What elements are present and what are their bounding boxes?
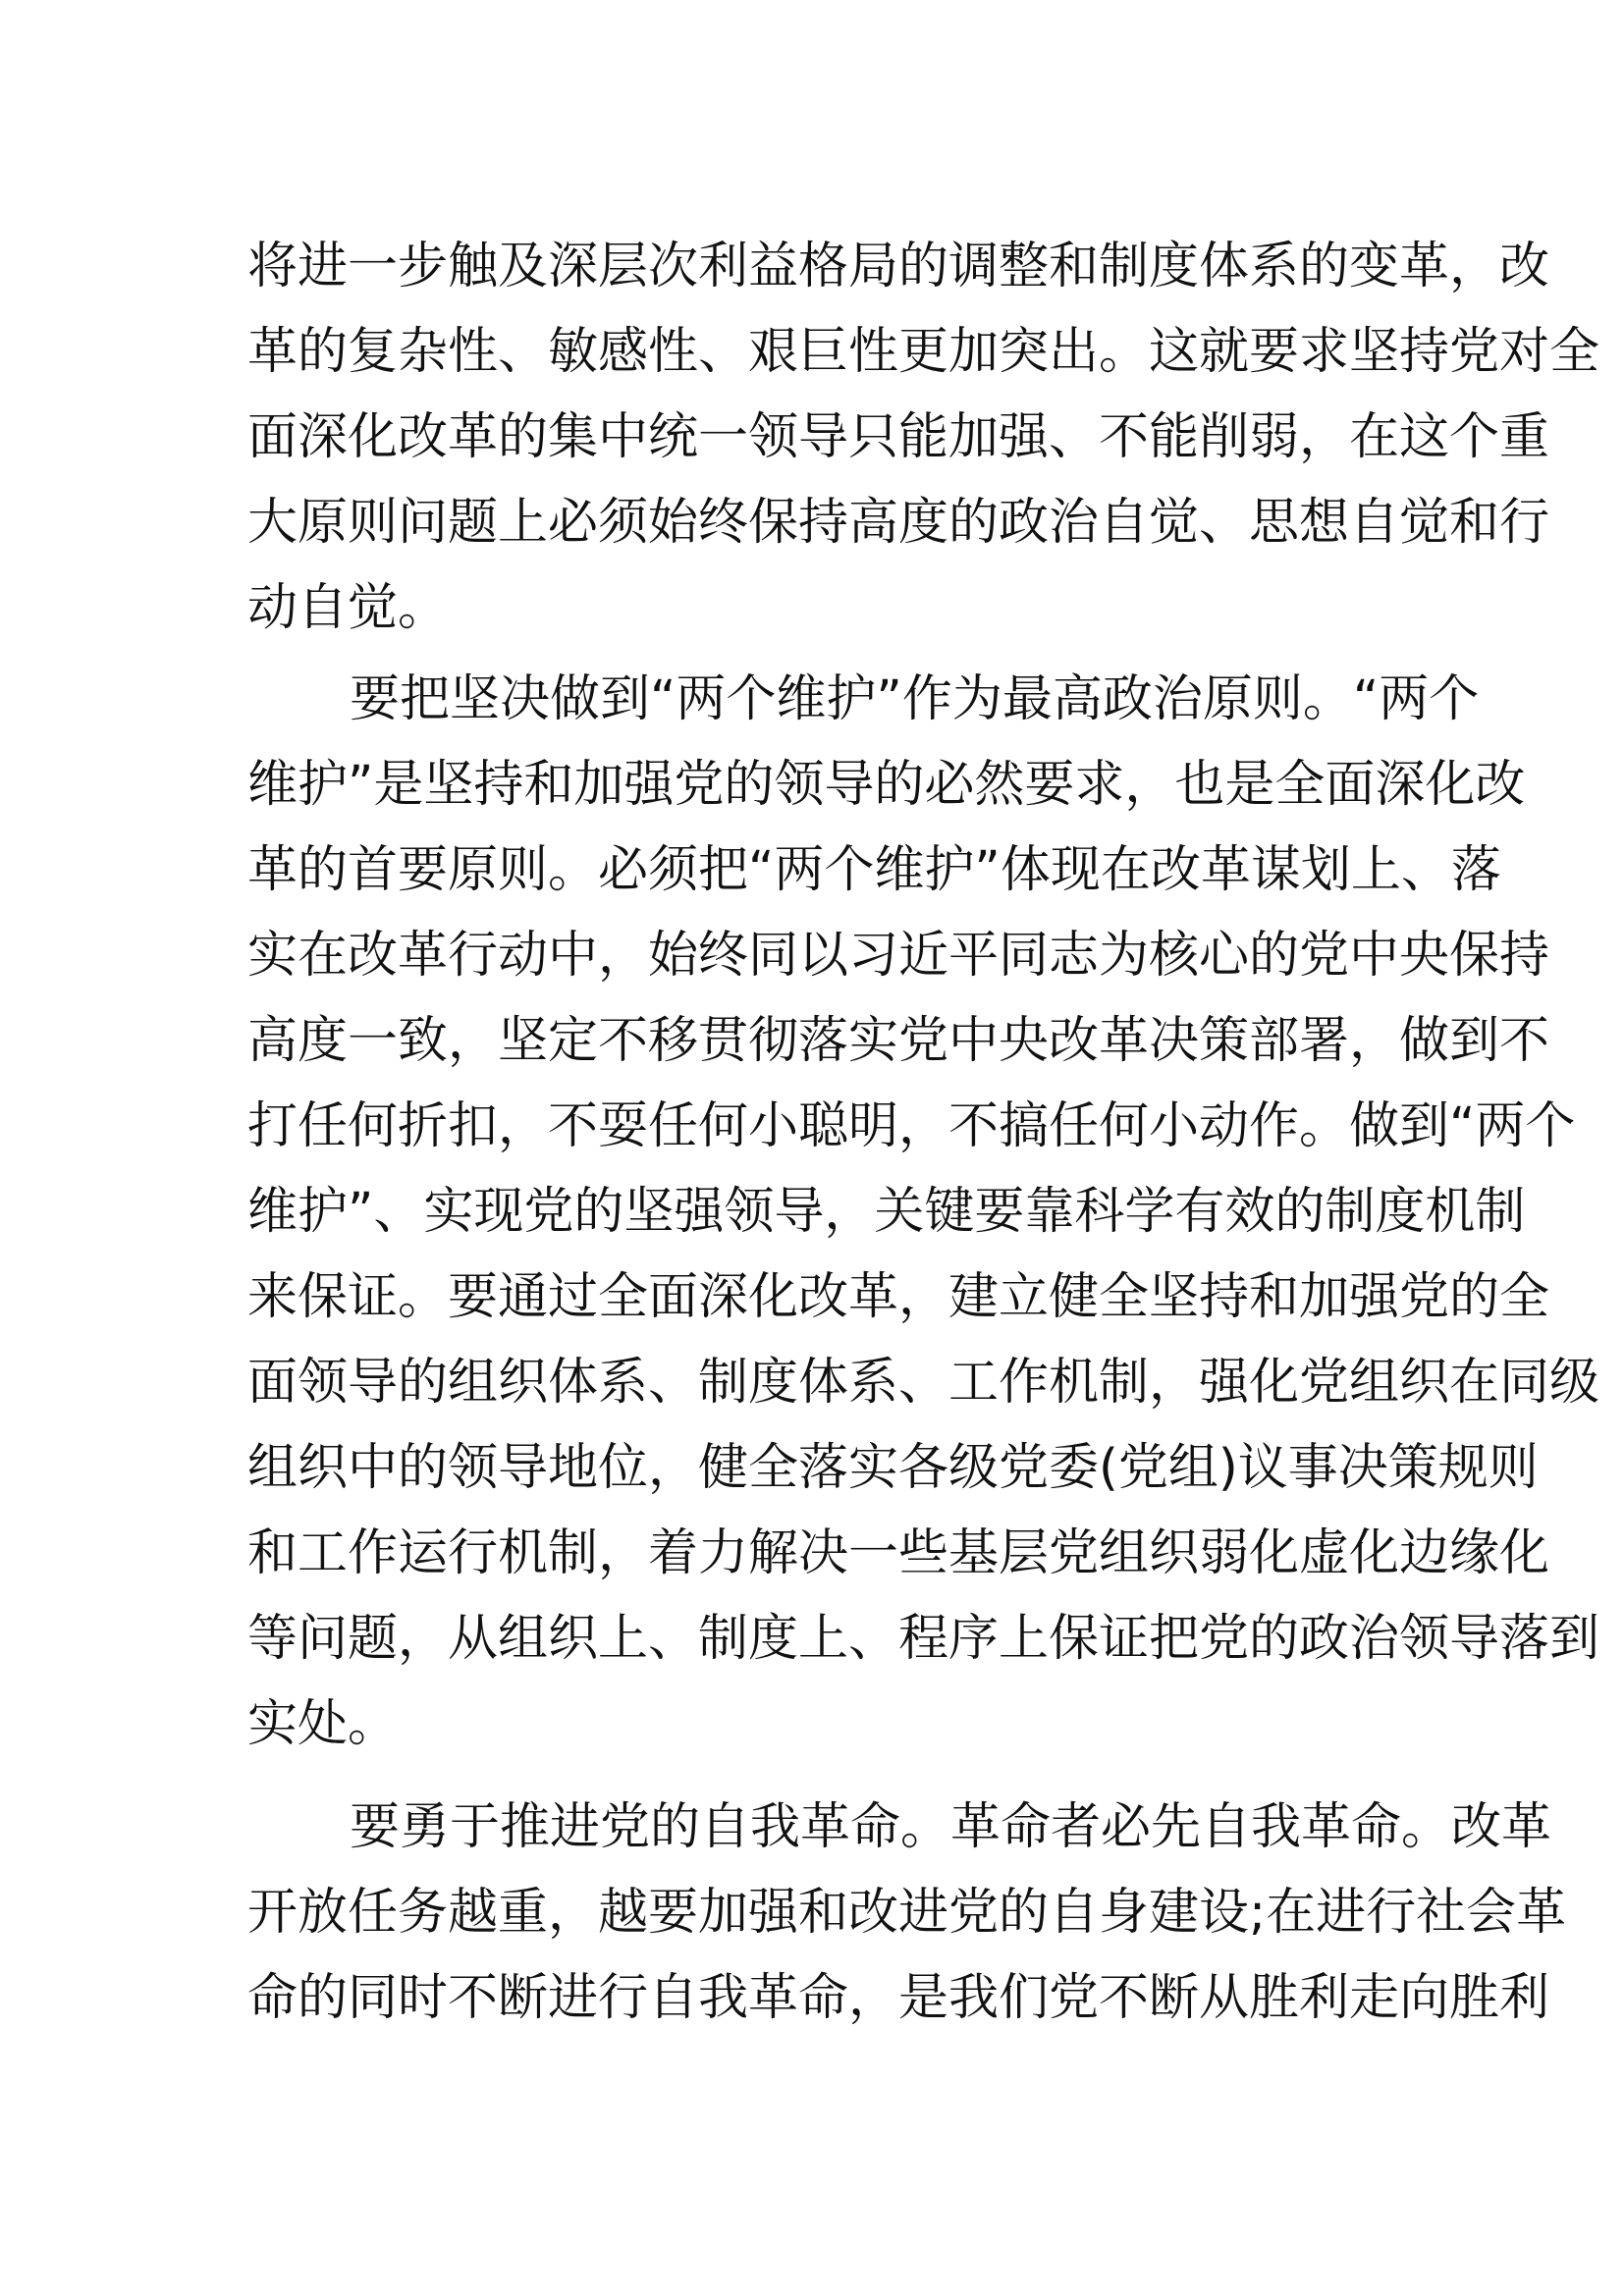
text-line: 革的首要原则。必须把“两个维护”体现在改革谋划上、落	[247, 841, 1501, 899]
text-line: 维护”、实现党的坚强领导，关键要靠科学有效的制度机制	[247, 1183, 1526, 1241]
text-line: 面领导的组织体系、制度体系、工作机制，强化党组织在同级	[247, 1354, 1600, 1412]
text-line: 大原则问题上必须始终保持高度的政治自觉、思想自觉和行	[247, 494, 1550, 552]
text-line: 将进一步触及深层次利益格局的调整和制度体系的变革，改	[247, 238, 1550, 295]
text-line: 革的复杂性、敏感性、艰巨性更加突出。这就要求坚持党对全	[247, 323, 1600, 381]
text-line: 高度一致，坚定不移贯彻落实党中央改革决策部署，做到不	[247, 1012, 1550, 1070]
text-line: 动自觉。	[247, 579, 449, 637]
text-line: 打任何折扣，不耍任何小聪明，不搞任何小动作。做到“两个	[247, 1097, 1576, 1155]
text-line: 和工作运行机制，着力解决一些基层党组织弱化虚化边缘化	[247, 1524, 1550, 1582]
text-line: 实在改革行动中，始终同以习近平同志为核心的党中央保持	[247, 927, 1550, 985]
text-line: 组织中的领导地位，健全落实各级党委(党组)议事决策规则	[247, 1439, 1539, 1497]
text-line: 来保证。要通过全面深化改革，建立健全坚持和加强党的全	[247, 1268, 1550, 1326]
paragraph-1	[247, 224, 1600, 651]
text-line: 要把坚决做到“两个维护”作为最高政治原则。“两个	[350, 670, 1480, 728]
text-line: 命的同时不断进行自我革命，是我们党不断从胜利走向胜利	[247, 1969, 1550, 2027]
text-line: 实处。	[247, 1695, 399, 1753]
document-page	[247, 224, 1600, 2041]
paragraph-2	[247, 657, 1600, 1767]
text-line: 要勇于推进党的自我革命。革命者必先自我革命。改革	[350, 1798, 1552, 1856]
text-line: 等问题，从组织上、制度上、程序上保证把党的政治领导落到	[247, 1610, 1600, 1668]
paragraph-3	[247, 1785, 1567, 2041]
text-line: 面深化改革的集中统一领导只能加强、不能削弱，在这个重	[247, 408, 1550, 466]
text-line: 开放任务越重，越要加强和改进党的自身建设;在进行社会革	[247, 1884, 1567, 1942]
text-line: 维护”是坚持和加强党的领导的必然要求，也是全面深化改	[247, 756, 1526, 814]
